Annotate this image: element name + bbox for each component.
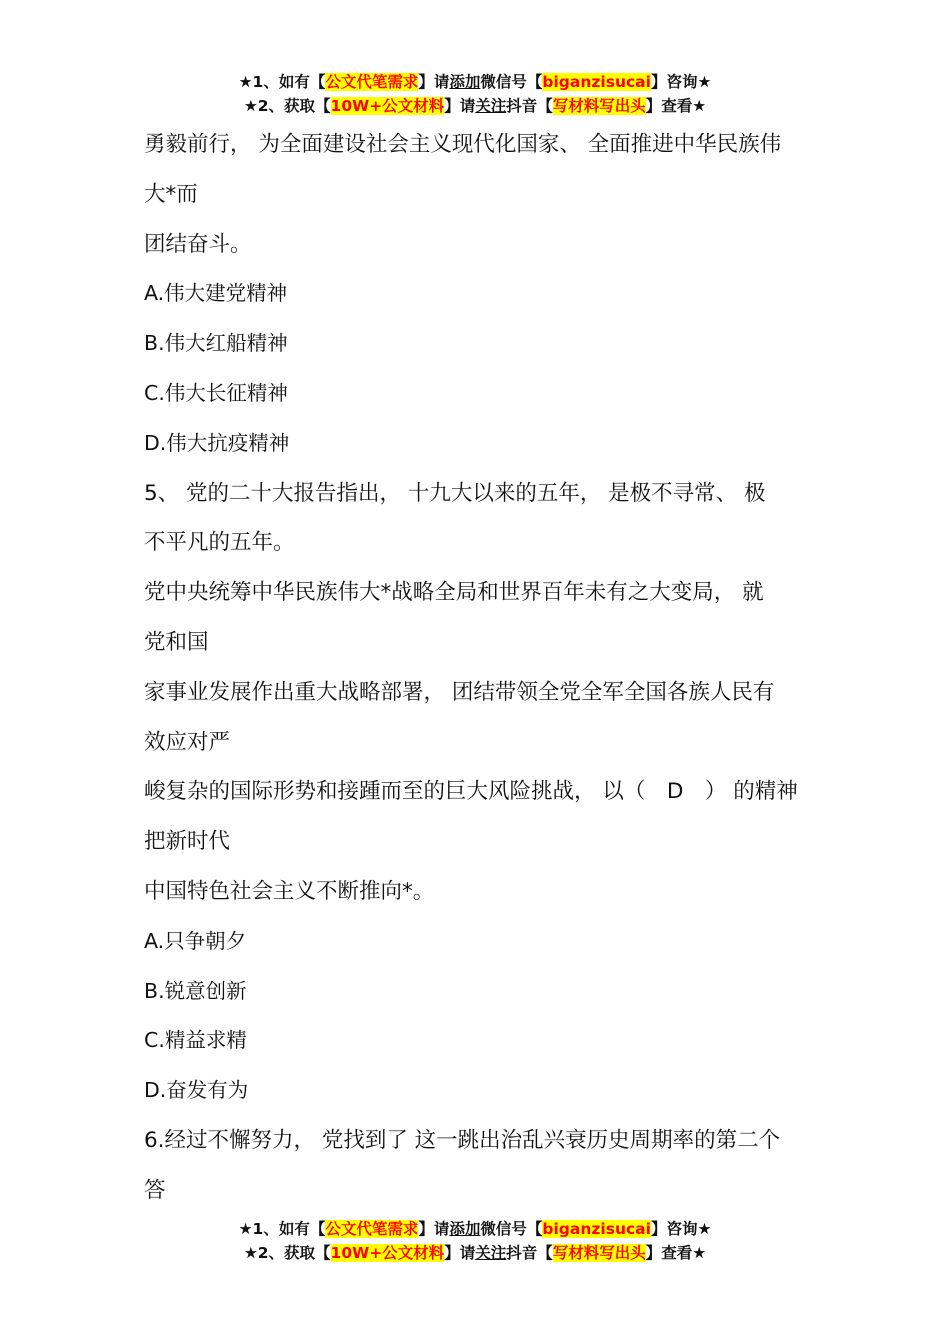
star-icon: ★ bbox=[697, 73, 712, 91]
banner-text: 2、获取【 bbox=[257, 97, 331, 115]
text-line: 党中央统筹中华民族伟大*战略全局和世界百年未有之大变局， 就 bbox=[144, 580, 764, 606]
banner-text: 】咨询 bbox=[650, 73, 698, 91]
text-line: 中国特色社会主义不断推向*。 bbox=[144, 878, 435, 904]
banner-text: 】请 bbox=[418, 1220, 450, 1238]
text-line: 答 bbox=[144, 1177, 166, 1203]
star-icon: ★ bbox=[238, 1220, 253, 1238]
highlight-service: 公文代笔需求 bbox=[325, 73, 419, 91]
star-icon: ★ bbox=[692, 1244, 707, 1262]
banner-text: 】请 bbox=[444, 1244, 476, 1262]
banner-text: 2、获取【 bbox=[257, 1244, 331, 1262]
option-line: A.伟大建党精神 bbox=[144, 281, 288, 306]
underlined-text: 添加 bbox=[449, 1220, 481, 1238]
banner-text: 】查看 bbox=[645, 97, 693, 115]
star-icon: ★ bbox=[697, 1220, 712, 1238]
banner-text: 微信号【 bbox=[480, 73, 543, 91]
highlight-service: 公文代笔需求 bbox=[325, 1220, 419, 1238]
banner-line-1 bbox=[0, 1217, 950, 1241]
star-icon: ★ bbox=[692, 97, 707, 115]
text-line: 不平凡的五年。 bbox=[144, 530, 295, 556]
option-line: B.伟大红船精神 bbox=[144, 331, 288, 356]
text-line: 把新时代 bbox=[144, 829, 231, 855]
option-line: D.伟大抗疫精神 bbox=[144, 430, 290, 455]
text-line: 效应对严 bbox=[144, 729, 231, 755]
banner-text: 1、如有【 bbox=[252, 73, 326, 91]
text-line: 大*而 bbox=[144, 181, 198, 207]
star-icon: ★ bbox=[243, 97, 258, 115]
text-line: 党和国 bbox=[144, 629, 209, 655]
star-icon: ★ bbox=[238, 73, 253, 91]
highlight-douyin: 写材料写出头 bbox=[552, 97, 646, 115]
question-line: 6.经过不懈努力， 党找到了 这一跳出治乱兴衰历史周期率的第二个 bbox=[144, 1127, 781, 1153]
option-line: A.只争朝夕 bbox=[144, 928, 247, 953]
option-line: C.精益求精 bbox=[144, 1028, 247, 1053]
banner-text: 】请 bbox=[418, 73, 450, 91]
text-line: 家事业发展作出重大战略部署， 团结带领全党全军全国各族人民有 bbox=[144, 679, 775, 705]
banner-line-2 bbox=[0, 1241, 950, 1265]
highlight-wechat-id: biganzisucai bbox=[542, 1220, 651, 1238]
document-body bbox=[144, 120, 814, 1216]
underlined-text: 关注 bbox=[475, 1244, 507, 1262]
highlight-materials: 10W+公文材料 bbox=[330, 97, 445, 115]
option-line: B.锐意创新 bbox=[144, 978, 247, 1003]
banner-line-2 bbox=[0, 94, 950, 118]
footer-banner bbox=[0, 1217, 950, 1265]
banner-line-1 bbox=[0, 70, 950, 94]
highlight-douyin: 写材料写出头 bbox=[552, 1244, 646, 1262]
highlight-wechat-id: biganzisucai bbox=[542, 73, 651, 91]
banner-text: 抖音【 bbox=[506, 1244, 553, 1262]
banner-text: 微信号【 bbox=[480, 1220, 543, 1238]
option-line: C.伟大长征精神 bbox=[144, 380, 288, 405]
banner-text: 抖音【 bbox=[506, 97, 553, 115]
text-line: 勇毅前行， 为全面建设社会主义现代化国家、 全面推进中华民族伟 bbox=[144, 132, 782, 157]
banner-text: 】查看 bbox=[645, 1244, 693, 1262]
star-icon: ★ bbox=[243, 1244, 258, 1262]
banner-text: 】咨询 bbox=[650, 1220, 698, 1238]
highlight-materials: 10W+公文材料 bbox=[330, 1244, 445, 1262]
question-line: 5、 党的二十大报告指出， 十九大以来的五年， 是极不寻常、 极 bbox=[144, 480, 766, 506]
banner-text: 】请 bbox=[444, 97, 476, 115]
text-line: 团结奋斗。 bbox=[144, 231, 252, 257]
underlined-text: 添加 bbox=[449, 73, 481, 91]
underlined-text: 关注 bbox=[475, 97, 507, 115]
text-line: 峻复杂的国际形势和接踵而至的巨大风险挑战， 以（ D ） 的精神 bbox=[144, 779, 798, 805]
option-line: D.奋发有为 bbox=[144, 1078, 249, 1103]
banner-text: 1、如有【 bbox=[252, 1220, 326, 1238]
header-banner bbox=[0, 70, 950, 118]
